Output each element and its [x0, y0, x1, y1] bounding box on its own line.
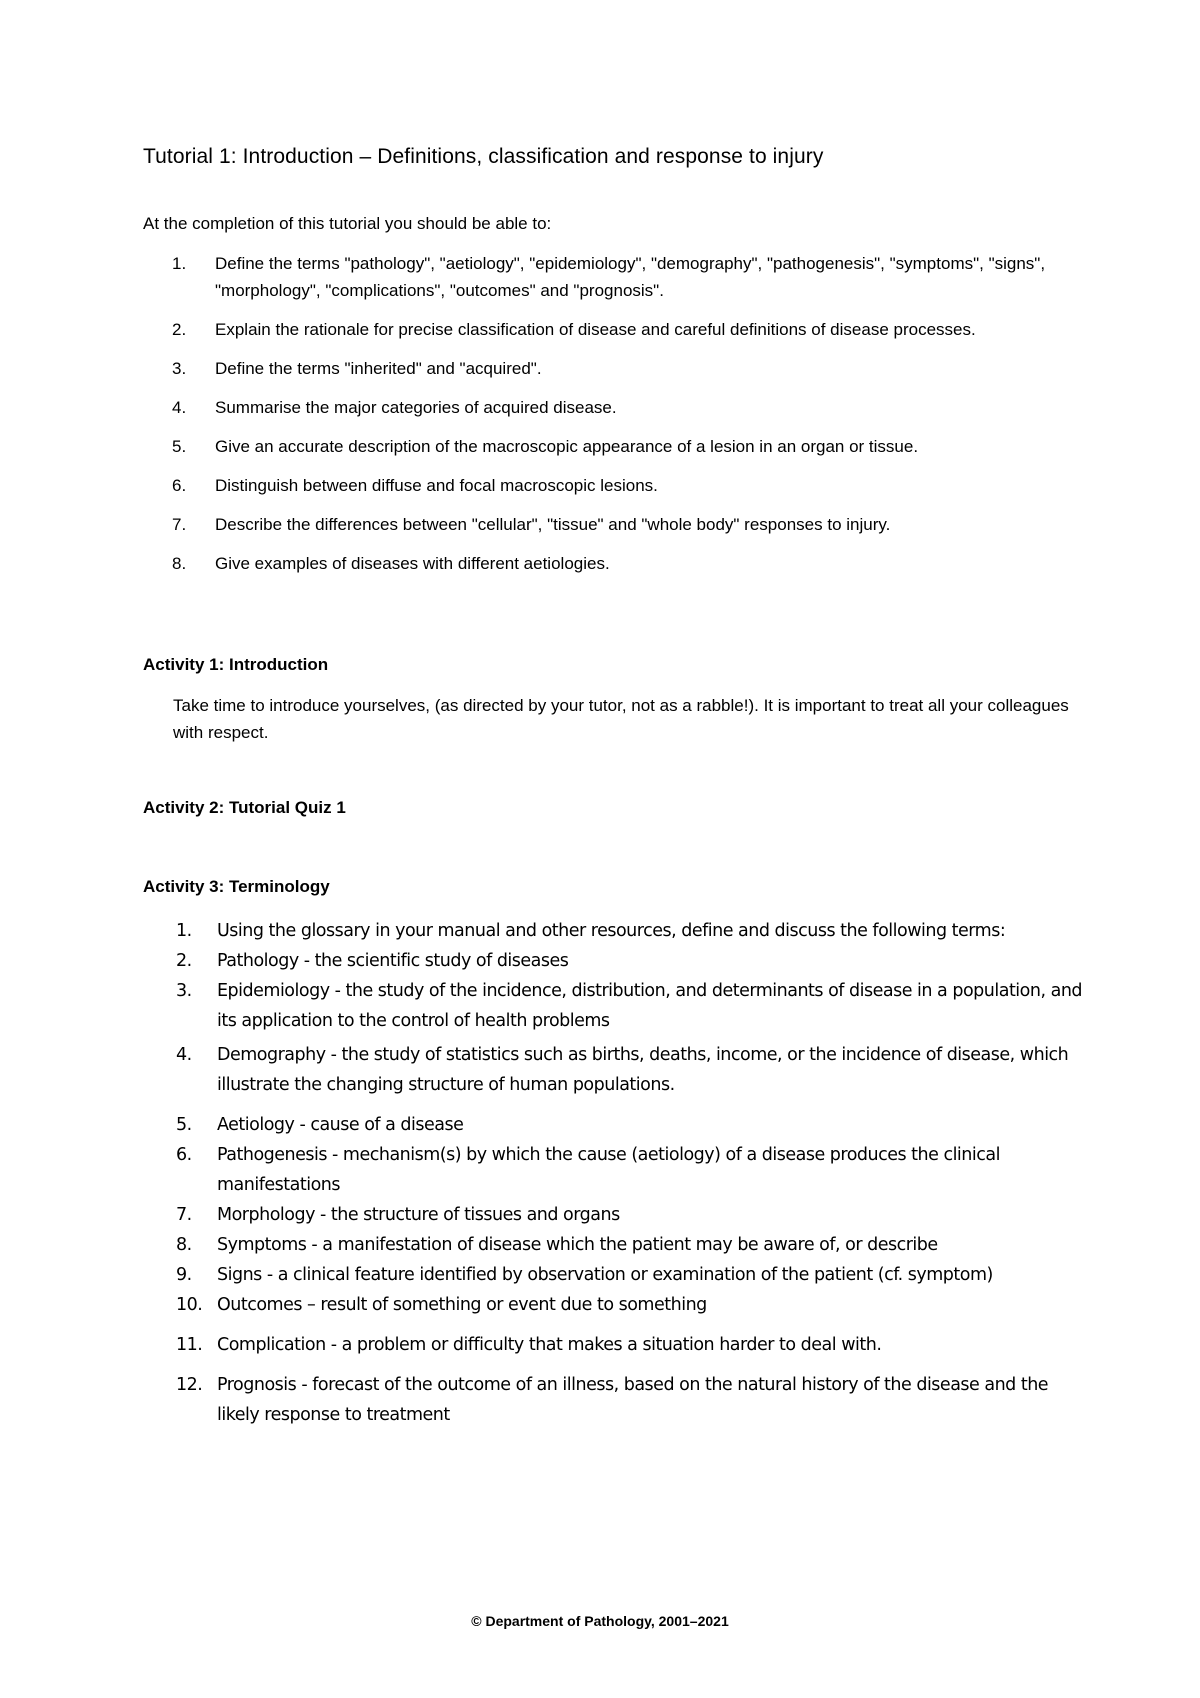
- list-item-text: Define the terms "inherited" and "acquired".: [215, 359, 542, 378]
- activity-1-heading: Activity 1: Introduction: [143, 655, 329, 674]
- list-item-text: Outcomes – result of something or event due to something: [217, 1295, 707, 1315]
- list-item: [143, 1200, 1083, 1230]
- list-item: [143, 250, 1083, 304]
- list-number: 12.: [176, 1375, 203, 1395]
- list-item: [143, 1110, 1083, 1140]
- list-number: 4.: [176, 1045, 192, 1065]
- list-number: 8.: [172, 554, 187, 573]
- list-number: 6.: [176, 1145, 192, 1165]
- list-item-text: Explain the rationale for precise classification of disease and careful definitions of disease processes.: [215, 320, 976, 339]
- terminology-list: [143, 916, 1083, 1430]
- list-item: [143, 1330, 1083, 1360]
- activity-1-text: Take time to introduce yourselves, (as directed by your tutor, not as a rabble!). It is important to treat all your colleagues with respect.: [173, 696, 1069, 742]
- list-item: [143, 1140, 1083, 1200]
- list-number: 10.: [176, 1295, 203, 1315]
- list-item: [143, 394, 1083, 421]
- list-number: 3.: [172, 359, 187, 378]
- list-item-text: Morphology - the structure of tissues and organs: [217, 1205, 620, 1225]
- list-item-text: Pathology - the scientific study of diseases: [217, 951, 569, 971]
- list-item-text: Describe the differences between "cellular", "tissue" and "whole body" responses to injury.: [215, 515, 891, 534]
- list-item: [143, 1290, 1083, 1320]
- list-item-text: Give an accurate description of the macroscopic appearance of a lesion in an organ or tissue.: [215, 437, 919, 456]
- list-number: 2.: [172, 320, 187, 339]
- list-item: [143, 1260, 1083, 1290]
- list-number: 5.: [172, 437, 187, 456]
- list-item: [143, 511, 1083, 538]
- page-title: Tutorial 1: Introduction – Definitions, classification and response to injury: [143, 145, 824, 168]
- list-number: 3.: [176, 981, 192, 1001]
- footer-copyright: © Department of Pathology, 2001–2021: [471, 1613, 729, 1629]
- list-item-text: Prognosis - forecast of the outcome of an illness, based on the natural history of the disease and the likely response to treatment: [217, 1375, 1049, 1425]
- list-item: [143, 355, 1083, 382]
- list-item: [143, 1230, 1083, 1260]
- activity-2-heading: Activity 2: Tutorial Quiz 1: [143, 798, 346, 817]
- list-item: [143, 316, 1083, 343]
- list-number: 6.: [172, 476, 187, 495]
- list-number: 2.: [176, 951, 192, 971]
- list-item-text: Pathogenesis - mechanism(s) by which the cause (aetiology) of a disease produces the clinical manifestations: [217, 1145, 1000, 1195]
- list-item-text: Using the glossary in your manual and other resources, define and discuss the following terms:: [217, 921, 1006, 941]
- list-item-text: Symptoms - a manifestation of disease which the patient may be aware of, or describe: [217, 1235, 938, 1255]
- list-item: [143, 946, 1083, 976]
- objectives-list: [143, 250, 1083, 589]
- list-item-text: Summarise the major categories of acquired disease.: [215, 398, 617, 417]
- list-item: [143, 916, 1083, 946]
- list-item: [143, 472, 1083, 499]
- list-item-text: Epidemiology - the study of the incidence, distribution, and determinants of disease in a population, and its application to the control of health problems: [217, 981, 1083, 1031]
- list-item-text: Give examples of diseases with different aetiologies.: [215, 554, 610, 573]
- list-item-text: Signs - a clinical feature identified by observation or examination of the patient (cf. symptom): [217, 1265, 993, 1285]
- list-number: 4.: [172, 398, 187, 417]
- list-item-text: Complication - a problem or difficulty that makes a situation harder to deal with.: [217, 1335, 882, 1355]
- list-item: [143, 976, 1083, 1036]
- list-number: 8.: [176, 1235, 192, 1255]
- list-item: [143, 1370, 1083, 1430]
- list-number: 1.: [172, 254, 187, 273]
- list-item: [143, 1040, 1083, 1100]
- list-item-text: Define the terms "pathology", "aetiology", "epidemiology", "demography", "pathogenesis", "symptoms", "signs", "morphology", "complications", "outcomes" and "prognosis".: [215, 254, 1046, 300]
- list-item: [143, 550, 1083, 577]
- list-number: 1.: [176, 921, 192, 941]
- list-item: [143, 433, 1083, 460]
- list-number: 11.: [176, 1335, 203, 1355]
- list-item-text: Demography - the study of statistics such as births, deaths, income, or the incidence of disease, which illustrate the changing structure of human populations.: [217, 1045, 1069, 1095]
- list-number: 9.: [176, 1265, 192, 1285]
- intro-text: At the completion of this tutorial you should be able to:: [143, 214, 552, 233]
- list-item-text: Distinguish between diffuse and focal macroscopic lesions.: [215, 476, 658, 495]
- list-number: 7.: [172, 515, 187, 534]
- list-number: 5.: [176, 1115, 192, 1135]
- activity-3-heading: Activity 3: Terminology: [143, 877, 330, 896]
- list-item-text: Aetiology - cause of a disease: [217, 1115, 464, 1135]
- list-number: 7.: [176, 1205, 192, 1225]
